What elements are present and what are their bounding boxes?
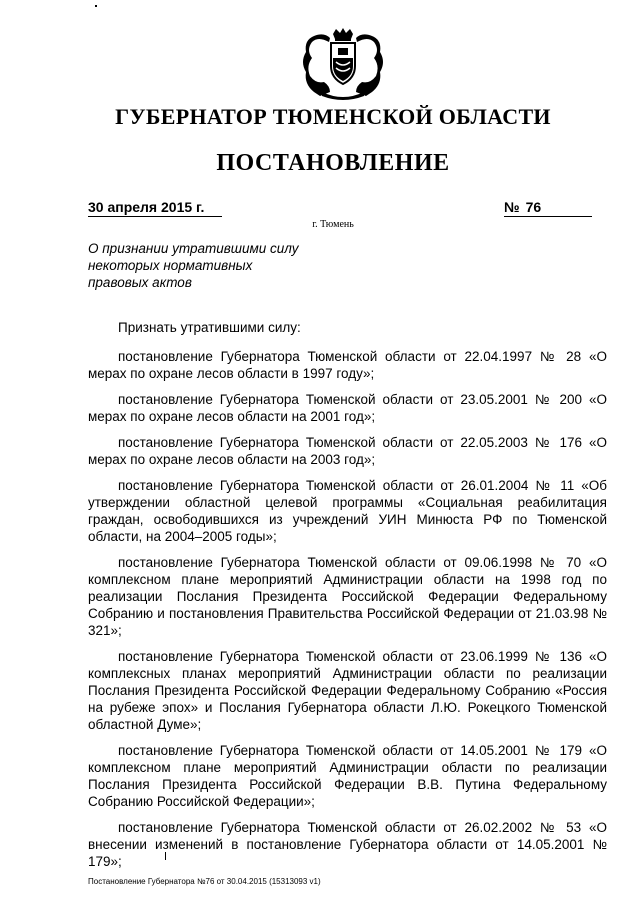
- document-city: г. Тюмень: [312, 219, 354, 230]
- document-date: 30 апреля 2015 г.: [88, 199, 222, 217]
- repealed-act-item: постановление Губернатора Тюменской области от 14.05.2001 № 179 «О комплексном плане мероприятий Администрации области по реализации Послания Президента Российской Федерации В.В. Путина Федеральному Собранию Российской Федерации»;: [88, 743, 607, 809]
- repealed-act-item: постановление Губернатора Тюменской области от 22.05.2003 № 176 «О мерах по охране лесов области на 2003 год»;: [88, 435, 607, 467]
- issuing-authority-heading: ГУБЕРНАТОР ТЮМЕНСКОЙ ОБЛАСТИ: [115, 104, 551, 129]
- number-value: 76: [525, 199, 542, 215]
- document-subject: [88, 240, 328, 291]
- document-type-heading: ПОСТАНОВЛЕНИЕ: [216, 150, 450, 176]
- subject-line: О признании утратившими силу: [88, 241, 299, 256]
- number-sign: №: [504, 199, 520, 215]
- subject-line: некоторых нормативных: [88, 258, 253, 273]
- document-body: [88, 319, 607, 879]
- repealed-act-item: постановление Губернатора Тюменской области от 23.06.1999 № 136 «О комплексных планах мероприятий Администрации области по реализации Послания Президента Российской Федерации Федеральному Собранию «Россия на рубеже эпох» и Послания Губернатора области Л.Ю. Рокецкого Тюменской областной Думе»;: [88, 649, 607, 732]
- repealed-act-item: постановление Губернатора Тюменской области от 26.01.2004 № 11 «Об утверждении областной целевой программы «Социальная реабилитация граждан, освободившихся из учреждений УИН Минюста РФ по Тюменской области, на 2004–2005 годы»;: [88, 478, 607, 544]
- repealed-act-item: постановление Губернатора Тюменской области от 22.04.1997 № 28 «О мерах по охране лесов области в 1997 году»;: [88, 349, 607, 381]
- repealed-act-item: постановление Губернатора Тюменской области от 23.05.2001 № 200 «О мерах по охране лесов области на 2001 год»;: [88, 392, 607, 424]
- repealed-act-item: постановление Губернатора Тюменской области от 26.02.2002 № 53 «О внесении изменений в постановление Губернатора области от 14.05.2001 № 179»;: [88, 820, 607, 869]
- scan-mark: [165, 852, 166, 860]
- subject-line: правовых актов: [88, 275, 192, 290]
- scan-mark: [95, 5, 97, 7]
- body-intro: Признать утратившими силу:: [118, 320, 301, 335]
- document-number: [504, 199, 592, 217]
- coat-of-arms-icon: [300, 28, 386, 100]
- footer-reference: Постановление Губернатора №76 от 30.04.2015 (15313093 v1): [88, 877, 321, 886]
- repealed-act-item: постановление Губернатора Тюменской области от 09.06.1998 № 70 «О комплексном плане мероприятий Администрации области на 1998 год по реализации Послания Президента Российской Федерации Федеральному Собранию и постановления Правительства Российской Федерации от 21.03.98 № 321»;: [88, 555, 607, 638]
